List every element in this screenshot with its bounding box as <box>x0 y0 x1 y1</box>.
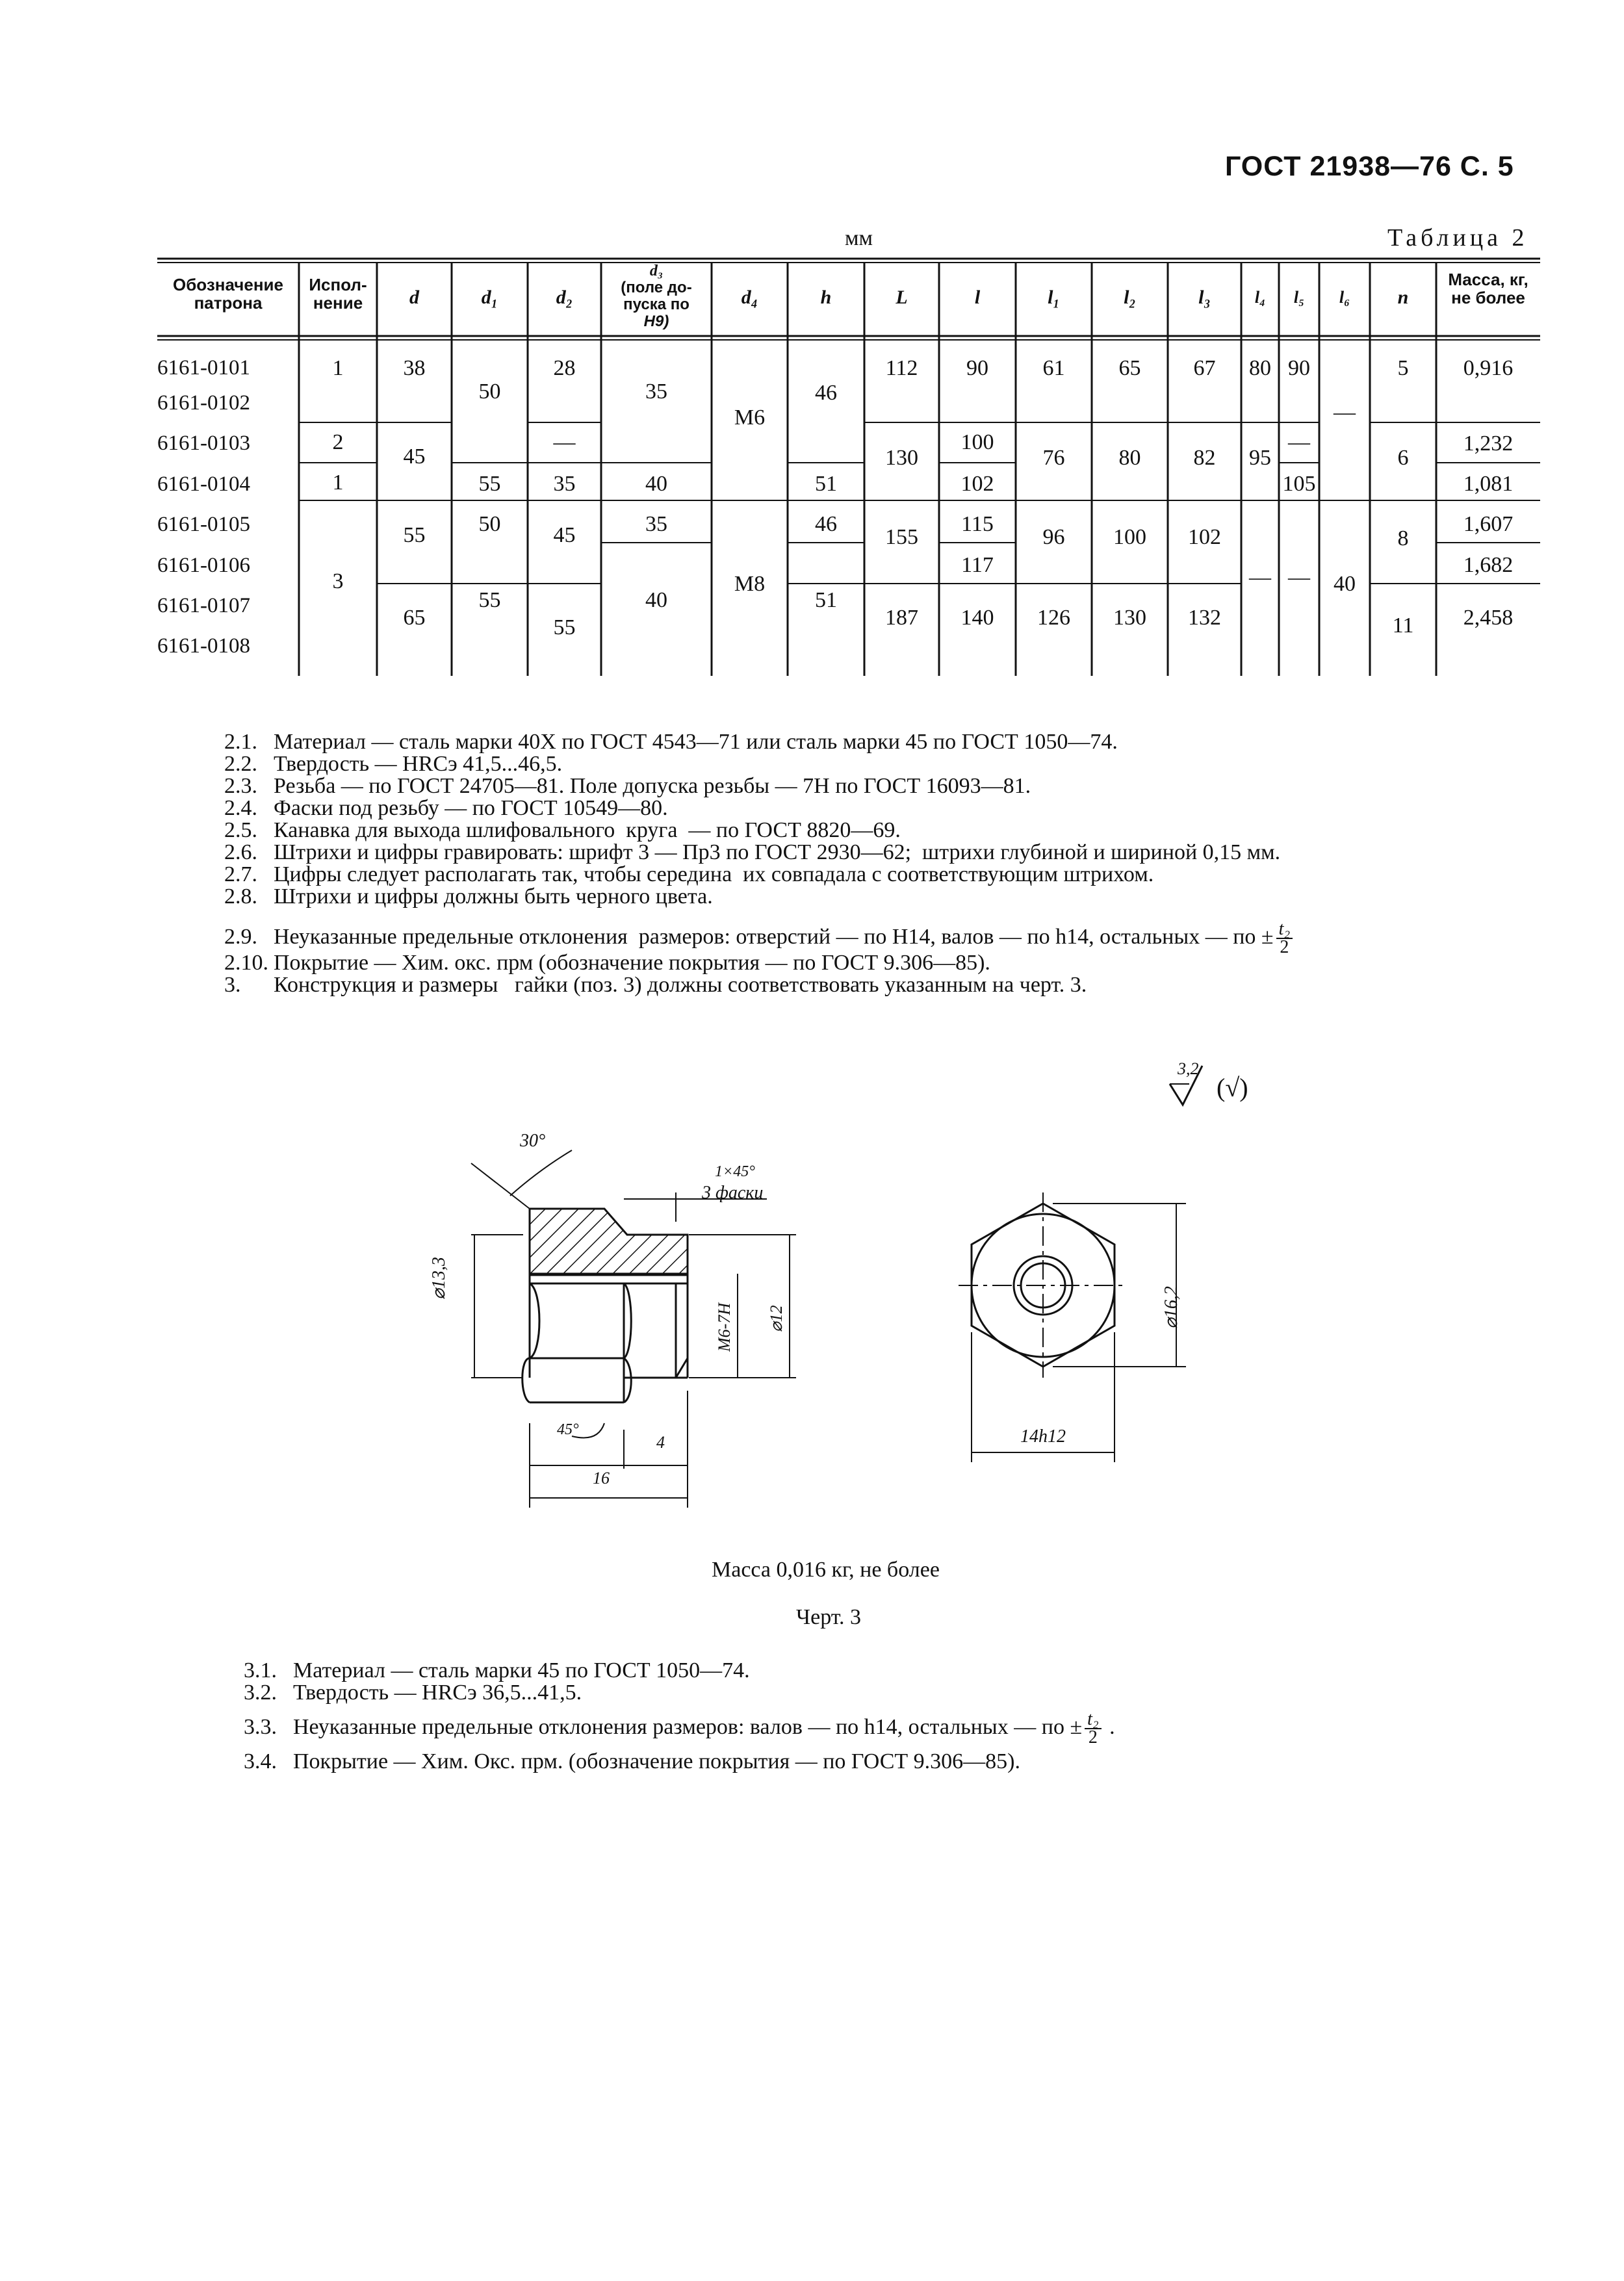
cell-l3: 82 <box>1193 446 1216 470</box>
dim-16-label: 16 <box>593 1469 610 1488</box>
fraction: $\frac{\text{t₂}}{2}$ <box>1276 921 1293 956</box>
cell-d: 38 <box>403 356 426 380</box>
cell-l3: 132 <box>1188 606 1221 630</box>
cell-mass: 1,081 <box>1463 472 1514 496</box>
code-0107: 6161-0107 <box>157 594 250 617</box>
roughness-paren: (√) <box>1217 1073 1248 1102</box>
code-0102: 6161-0102 <box>157 391 250 415</box>
cell-d4: M8 <box>734 572 766 596</box>
cell-n: 8 <box>1397 526 1409 550</box>
th-l5: l₅ <box>1293 288 1305 307</box>
req-item: 2.9. Неуказанные предельные отклонения размеров: отверстий — по H14, валов — по h14, остальных — по ± $\frac{\text{t₂}}{2}$ <box>224 921 1524 952</box>
cell-d1: 50 <box>478 512 501 536</box>
code-0103: 6161-0103 <box>157 432 250 455</box>
cell-n: 11 <box>1392 613 1414 638</box>
code-0101: 6161-0101 <box>157 356 250 380</box>
th-version: Испол- нение <box>309 275 367 313</box>
cell-d3: 35 <box>645 380 667 404</box>
cell-l4: — <box>1249 565 1271 589</box>
cell-d3: 40 <box>645 472 667 496</box>
cell-n: 6 <box>1397 446 1409 470</box>
cell-l5: 90 <box>1288 356 1310 380</box>
req-item: 2.6. Штрихи и цифры гравировать: шрифт 3 — Пр3 по ГОСТ 2930—62; штрихи глубиной и шириной 0,15 мм. <box>224 840 1281 864</box>
cell-d: 45 <box>403 445 426 469</box>
cell-d: 65 <box>403 606 426 630</box>
th-d3: d₃ (поле до- пуска по H9) <box>621 263 692 330</box>
cell-l1: 76 <box>1042 446 1065 470</box>
req-item: 2.4. Фаски под резьбу — по ГОСТ 10549—80. <box>224 796 668 820</box>
req-item: 2.3. Резьба — по ГОСТ 24705—81. Поле допуска резьбы — 7H по ГОСТ 16093—81. <box>224 774 1031 798</box>
roughness-value: 3,2 <box>1178 1059 1199 1078</box>
th-l2: l₂ <box>1124 287 1136 308</box>
req3-item: 3.4. Покрытие — Хим. Окс. прм. (обозначение покрытия — по ГОСТ 9.306—85). <box>244 1749 1020 1773</box>
th-designation: Обозначение патрона <box>173 275 283 313</box>
cell-mass: 0,916 <box>1463 356 1514 380</box>
cell-d1: 55 <box>478 588 501 612</box>
dia-13-3-label: ⌀13,3 <box>429 1257 449 1300</box>
chamfer-label: 1×45° <box>715 1163 755 1180</box>
cell-L: 112 <box>885 356 918 380</box>
code-0106: 6161-0106 <box>157 554 250 577</box>
cell-l5: 105 <box>1282 472 1316 496</box>
cell-d1: 50 <box>478 380 501 404</box>
cell-d2: 55 <box>553 615 576 639</box>
dia-16-2-label: ⌀16,2 <box>1161 1286 1181 1329</box>
cell-l: 117 <box>961 553 994 577</box>
angle-30-label: 30° <box>520 1131 546 1151</box>
th-l4: l₄ <box>1254 288 1266 307</box>
angle-45-label: 45° <box>557 1421 579 1438</box>
cell-mass: 2,458 <box>1463 606 1514 630</box>
th-l6: l₆ <box>1339 288 1350 307</box>
cell-version: 2 <box>332 430 344 454</box>
req-item: 3. Конструкция и размеры гайки (поз. 3) должны соответствовать указанным на черт. 3. <box>224 973 1087 997</box>
cell-d3: 35 <box>645 512 667 536</box>
cell-d1: 55 <box>478 472 501 496</box>
cell-h: 51 <box>815 472 837 496</box>
requirements3-list <box>244 1660 1115 1773</box>
cell-l: 102 <box>960 472 994 496</box>
cell-d: 55 <box>403 523 426 547</box>
cell-d2: 35 <box>553 472 576 496</box>
figure-mass: Масса 0,016 кг, не более <box>712 1558 940 1582</box>
cell-h: 46 <box>815 381 837 405</box>
cell-n: 5 <box>1397 356 1409 380</box>
cell-l: 100 <box>960 430 994 454</box>
cell-version: 1 <box>332 470 344 495</box>
th-n: n <box>1397 287 1409 308</box>
th-h: h <box>820 287 832 308</box>
th-d2: d₂ <box>556 287 573 308</box>
cell-L: 130 <box>885 446 918 470</box>
thread-label: M6-7H <box>715 1302 734 1352</box>
req-item: 2.2. Твердость — HRCэ 41,5...46,5. <box>224 752 563 776</box>
cell-L: 187 <box>885 606 918 630</box>
th-d1: d₁ <box>481 287 498 308</box>
dia-12-label: ⌀12 <box>767 1305 786 1332</box>
cell-l2: 130 <box>1113 606 1146 630</box>
cell-l: 115 <box>961 512 994 536</box>
cell-l6: — <box>1334 400 1356 424</box>
cell-h: 46 <box>815 512 837 536</box>
code-0104: 6161-0104 <box>157 472 250 496</box>
cell-l: 140 <box>960 606 994 630</box>
th-d: d <box>409 287 419 308</box>
hex-size-label: 14h12 <box>1020 1426 1066 1447</box>
req-item: 2.1. Материал — сталь марки 40Х по ГОСТ 4543—71 или сталь марки 45 по ГОСТ 1050—74. <box>224 730 1118 754</box>
req-item: 2.5. Канавка для выхода шлифовального круга — по ГОСТ 8820—69. <box>224 818 901 842</box>
cell-d2: 45 <box>553 523 576 547</box>
chamfer-note: 3 фаски <box>702 1183 764 1203</box>
cell-l1: 126 <box>1037 606 1070 630</box>
cell-l4: 80 <box>1249 356 1271 380</box>
th-l1: l₁ <box>1048 287 1060 308</box>
cell-l2: 65 <box>1118 356 1141 380</box>
cell-mass: 1,232 <box>1463 432 1514 456</box>
th-L: L <box>896 287 908 308</box>
cell-d2: — <box>553 430 576 454</box>
cell-l4: 95 <box>1249 446 1271 470</box>
req-item: 2.8. Штрихи и цифры должны быть черного цвета. <box>224 884 713 909</box>
req-item: 2.7. Цифры следует располагать так, чтобы середина их совпадала с соответствующим штрихом. <box>224 862 1154 886</box>
cell-h: 51 <box>815 588 837 612</box>
cell-l6: 40 <box>1334 572 1356 596</box>
code-0105: 6161-0105 <box>157 513 250 536</box>
cell-L: 155 <box>885 525 918 549</box>
cell-l2: 80 <box>1118 446 1141 470</box>
cell-l3: 102 <box>1188 525 1221 549</box>
cell-mass: 1,682 <box>1463 553 1514 577</box>
cell-l5: — <box>1288 565 1310 589</box>
page-header: ГОСТ 21938—76 С. 5 <box>1225 151 1514 182</box>
th-l: l <box>974 287 981 308</box>
cell-version: 3 <box>332 569 344 593</box>
th-l3: l₃ <box>1198 287 1211 308</box>
table-unit: мм <box>845 226 873 250</box>
cell-l: 90 <box>966 356 988 380</box>
req3-item: 3.1. Материал — сталь марки 45 по ГОСТ 1050—74. <box>244 1658 750 1682</box>
cell-version: 1 <box>332 356 344 380</box>
cell-l1: 96 <box>1042 525 1065 549</box>
req3-item: 3.3. Неуказанные предельные отклонения размеров: валов — по h14, остальных — по ± $\frac{\text{t₂}}{2}$ . <box>244 1709 1115 1748</box>
code-0108: 6161-0108 <box>157 634 250 658</box>
cell-l5: — <box>1288 430 1310 454</box>
cell-d2: 28 <box>553 356 576 380</box>
req3-item: 3.2. Твердость — HRCэ 36,5...41,5. <box>244 1681 582 1705</box>
th-mass: Масса, кг, не более <box>1448 270 1528 307</box>
th-d4: d₄ <box>741 287 758 308</box>
table-title: Таблица 2 <box>1387 224 1528 251</box>
req-item: 2.10. Покрытие — Хим. окс. прм (обозначение покрытия — по ГОСТ 9.306—85). <box>224 951 990 975</box>
cell-l2: 100 <box>1113 525 1146 549</box>
cell-l1: 61 <box>1042 356 1065 380</box>
cell-d3: 40 <box>645 588 667 612</box>
cell-d4: M6 <box>734 406 766 430</box>
cell-mass: 1,607 <box>1463 512 1514 536</box>
cell-l3: 67 <box>1193 356 1216 380</box>
figure-caption: Черт. 3 <box>796 1605 862 1629</box>
dim-4-label: 4 <box>656 1433 665 1452</box>
fraction: $\frac{\text{t₂}}{2}$ <box>1085 1711 1102 1746</box>
